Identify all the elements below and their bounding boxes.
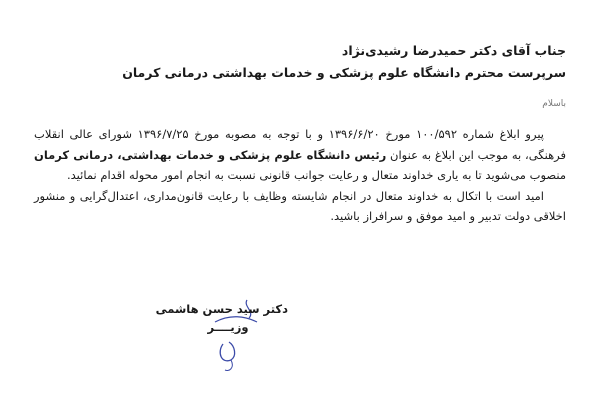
addressee-name: جناب آقای دکتر حمیدرضا رشیدی‌نژاد: [341, 43, 566, 58]
paragraph-1-text-b: منصوب می‌شوید تا به یاری خداوند متعال و رعایت جوانب قانونی نسبت به انجام امور محوله اقدام نمائید.: [66, 168, 566, 182]
letter-body: [34, 124, 566, 227]
paragraph-2: امید است با اتکال به خداوند متعال در انجام شایسته وظایف با رعایت قانون‌مداری، اعتدال‌گرایی و منشور اخلاقی دولت تدبیر و امید موفق و سرافراز باشید.: [34, 188, 566, 223]
addressee-block: [122, 40, 566, 84]
appointment-position: رئیس دانشگاه علوم پزشکی و خدمات بهداشتی، درمانی کرمان: [34, 147, 387, 162]
salutation: با‌سلام: [542, 99, 566, 109]
paragraph-1: [34, 124, 566, 186]
signature-block: [155, 300, 288, 336]
addressee-position: سرپرست محترم دانشگاه علوم پزشکی و خدمات بهداشتی درمانی کرمان: [122, 65, 566, 80]
signatory-name: دکتر سید حسن هاشمی: [155, 302, 288, 316]
paragraph-1-text-a: پیرو ابلاغ شماره ۱۰۰/۵۹۲ مورخ ۱۳۹۶/۶/۲۰ و با توجه به مصوبه مورخ ۱۳۹۶/۷/۲۵ شورای عالی انقلاب فرهنگی، به موجب این ابلاغ به عنوان: [34, 127, 567, 162]
signatory-title: وزیــــر: [207, 320, 249, 334]
